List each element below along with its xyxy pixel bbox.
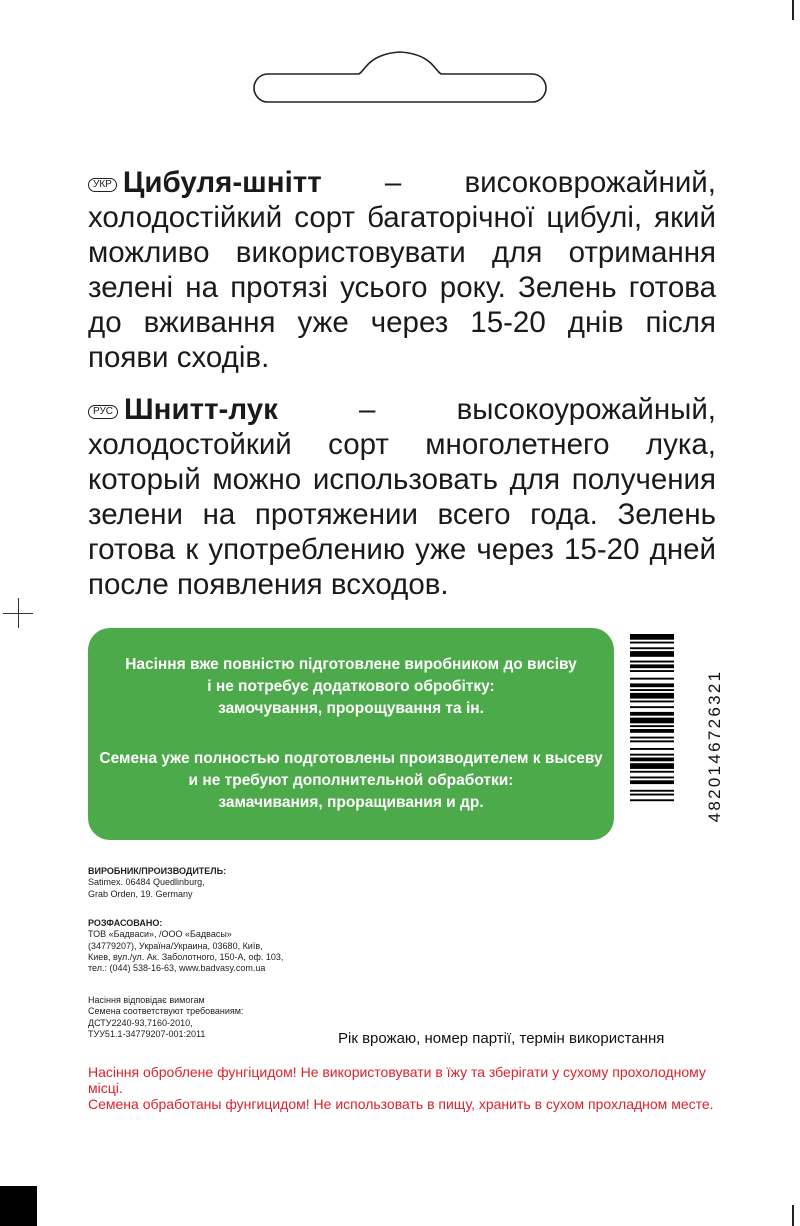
standards-line: Семена соответствуют требованиям: [88,1006,244,1017]
barcode-bar [630,748,674,750]
variety-title-rus: Шнитт-лук [124,393,278,426]
barcode-bar [630,706,674,708]
registration-block [0,1186,37,1226]
barcode [630,632,686,856]
standards-block [88,995,243,1040]
barcode-bar [630,689,674,691]
description-rus [88,392,716,602]
packer-line: ТОВ «Бадваси», /ООО «Бадвасы» [88,929,232,940]
barcode-bar [630,740,674,742]
crop-mark-vertical [18,598,19,628]
barcode-bar [630,718,674,724]
barcode-bar [630,790,674,792]
packer-heading: РОЗФАСОВАНО: [88,918,163,928]
lang-badge-ukr: УКР [88,178,117,192]
fungicide-warning-ukr: Насіння оброблене фунгіцидом! Не використовувати в їжу та зберігати у сухому прохолодному місці. [88,1064,706,1096]
notice-rus-line: замачивания, проращивания и др. [218,794,484,811]
notice-rus-line: Семена уже полностью подготовлены производителем к высеву [99,750,603,767]
standards-line: Насіння відповідає вимогам [88,995,205,1005]
notice-rus-line: и не требуют дополнительной обработки: [188,772,514,789]
barcode-bar [630,754,674,756]
lang-badge-rus: РУС [88,405,118,419]
standards-line: ТУУ51.1-34779207-001:2011 [88,1028,206,1039]
barcode-bar [630,634,674,640]
notice-ukr-line: замочування, пророщування та ін. [218,700,484,717]
barcode-bar [630,670,674,672]
edge-mark-top-right [792,0,794,20]
barcode-bar [630,763,674,769]
packer-line: тел.: (044) 538-16-63, www.badvasy.com.ua [88,963,266,974]
notice-ukr-line: і не потребує додаткового обробітку: [207,678,495,695]
packer-block [88,918,283,974]
barcode-bar [630,771,674,773]
harvest-batch-label: Рік врожаю, номер партії, термін використання [338,1030,665,1047]
barcode-bar [630,678,674,680]
fungicide-warning [88,1064,728,1112]
barcode-bar [630,799,674,801]
barcode-bar [630,780,674,784]
barcode-bar [630,725,674,727]
barcode-bar [630,758,674,762]
barcode-bar [630,661,674,663]
barcode-bar [630,777,674,779]
producer-line: Grab Orden, 19. Germany [88,888,193,899]
producer-line: Satimex. 06484 Quedlinburg, [88,877,205,888]
description-text-ukr: – високоврожайний, холодостійкий сорт багаторічної цибулі, який можливо використовувати для отримання зелені на протязі усього року. Зелень готова до вживання уже через 15-20 днів після появи сходів. [88,166,716,374]
hanger-slot-outline [240,40,560,110]
barcode-bar [630,683,674,687]
packer-line: (34779207), Україна/Украина, 03680, Київ, [88,940,263,951]
barcode-bar [630,693,674,699]
description-text-rus: – высокоурожайный, холодостойкий сорт многолетнего лука, который можно использовать для получения зелени на протяжении всего года. Зелень готова к употреблению уже через 15-20 дней после появления всходов. [88,393,716,601]
producer-block [88,866,226,900]
barcode-digits: 4820146726321 [705,669,724,823]
packer-line: Киев, вул./ул. Ак. Заболотного, 150-А, оф. 103, [88,951,284,962]
barcode-bar [630,647,674,649]
barcode-bar [630,642,674,644]
barcode-bar [630,737,674,739]
barcode-bar [630,729,674,733]
notice-ukr-line: Насіння вже повністю підготовлене виробником до висіву [125,656,577,673]
standards-line: ДСТУ2240-93,7160-2010, [88,1017,193,1028]
edge-mark-bottom-right [792,1205,794,1226]
barcode-bar [630,794,674,796]
barcode-bar [630,664,674,668]
barcode-bar [630,651,674,657]
barcode-bar [630,712,674,716]
barcode-bar [630,701,674,703]
seed-treatment-notice-panel [88,628,614,840]
description-ukr [88,165,716,375]
variety-title-ukr: Цибуля-шнітт [122,166,322,199]
producer-heading: ВИРОБНИК/ПРОИЗВОДИТЕЛЬ: [88,866,227,876]
fungicide-warning-rus: Семена обработаны фунгицидом! Не использовать в пищу, хранить в сухом прохладном месте. [88,1096,714,1112]
